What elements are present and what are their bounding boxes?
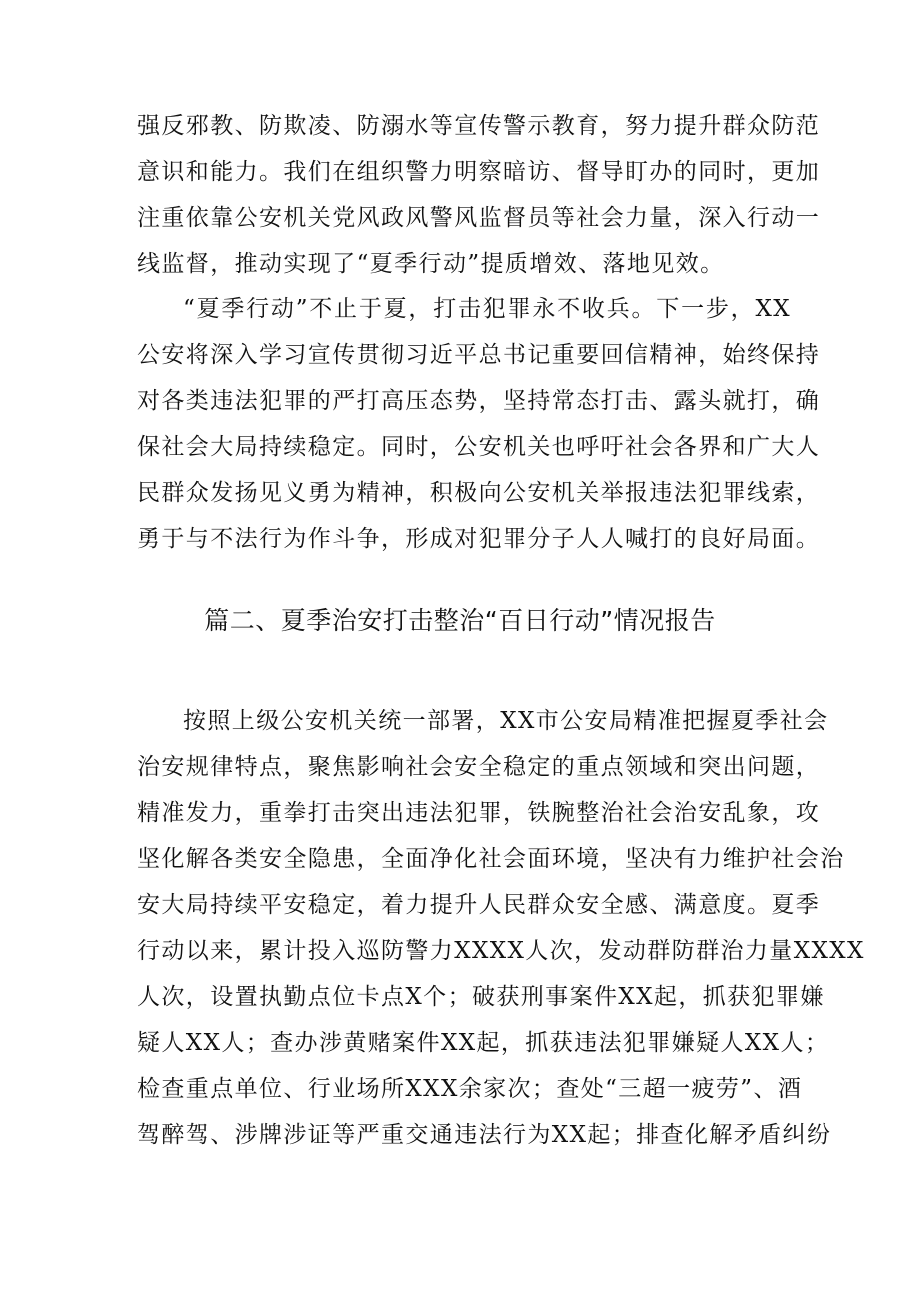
paragraph-line: 人次，设置执勤点位卡点X个；破获刑事案件XX起，抓获犯罪嫌	[137, 984, 825, 1010]
paragraph-line: 坚化解各类安全隐患，全面净化社会面环境，坚决有力维护社会治	[137, 846, 845, 872]
section-heading: 篇二、夏季治安打击整治“百日行动”情况报告	[204, 606, 716, 635]
paragraph-line: 驾醉驾、涉牌涉证等严重交通违法行为XX起；排查化解矛盾纠纷	[137, 1122, 832, 1148]
paragraph-line: 意识和能力。我们在组织警力明察暗访、督导盯办的同时，更加	[137, 159, 821, 185]
paragraph-line: 精准发力，重拳打击突出违法犯罪，铁腕整治社会治安乱象，攻	[137, 800, 821, 826]
paragraph-line: 勇于与不法行为作斗争，形成对犯罪分子人人喊打的良好局面。	[137, 526, 821, 552]
paragraph-line: “夏季行动”不止于夏，打击犯罪永不收兵。下一步，XX	[183, 296, 791, 322]
paragraph-line: 公安将深入学习宣传贯彻习近平总书记重要回信精神，始终保持	[137, 342, 821, 368]
paragraph-line: 按照上级公安机关统一部署，XX市公安局精准把握夏季社会	[183, 708, 829, 734]
paragraph-line: 线监督，推动实现了“夏季行动”提质增效、落地见效。	[137, 251, 725, 277]
paragraph-line: 对各类违法犯罪的严打高压态势，坚持常态打击、露头就打，确	[137, 388, 821, 414]
paragraph-line: 注重依靠公安机关党风政风警风监督员等社会力量，深入行动一	[137, 205, 821, 231]
paragraph-1	[137, 103, 821, 287]
paragraph-line: 民群众发扬见义勇为精神，积极向公安机关举报违法犯罪线索，	[137, 480, 821, 506]
paragraph-line: 疑人XX人；查办涉黄赌案件XX起，抓获违法犯罪嫌疑人XX人；	[137, 1030, 830, 1056]
paragraph-line: 治安规律特点，聚焦影响社会安全稳定的重点领域和突出问题，	[137, 754, 821, 780]
paragraph-line: 强反邪教、防欺凌、防溺水等宣传警示教育，努力提升群众防范	[137, 113, 821, 139]
paragraph-line: 保社会大局持续稳定。同时，公安机关也呼吁社会各界和广大人	[137, 434, 821, 460]
paragraph-2	[137, 286, 821, 562]
paragraph-line: 检查重点单位、行业场所XXX余家次；查处“三超一疲劳”、酒	[137, 1076, 803, 1102]
paragraph-3	[137, 698, 865, 1158]
paragraph-line: 行动以来，累计投入巡防警力XXXX人次，发动群防群治力量XXXX	[137, 938, 865, 964]
paragraph-line: 安大局持续平安稳定，着力提升人民群众安全感、满意度。夏季	[137, 892, 821, 918]
